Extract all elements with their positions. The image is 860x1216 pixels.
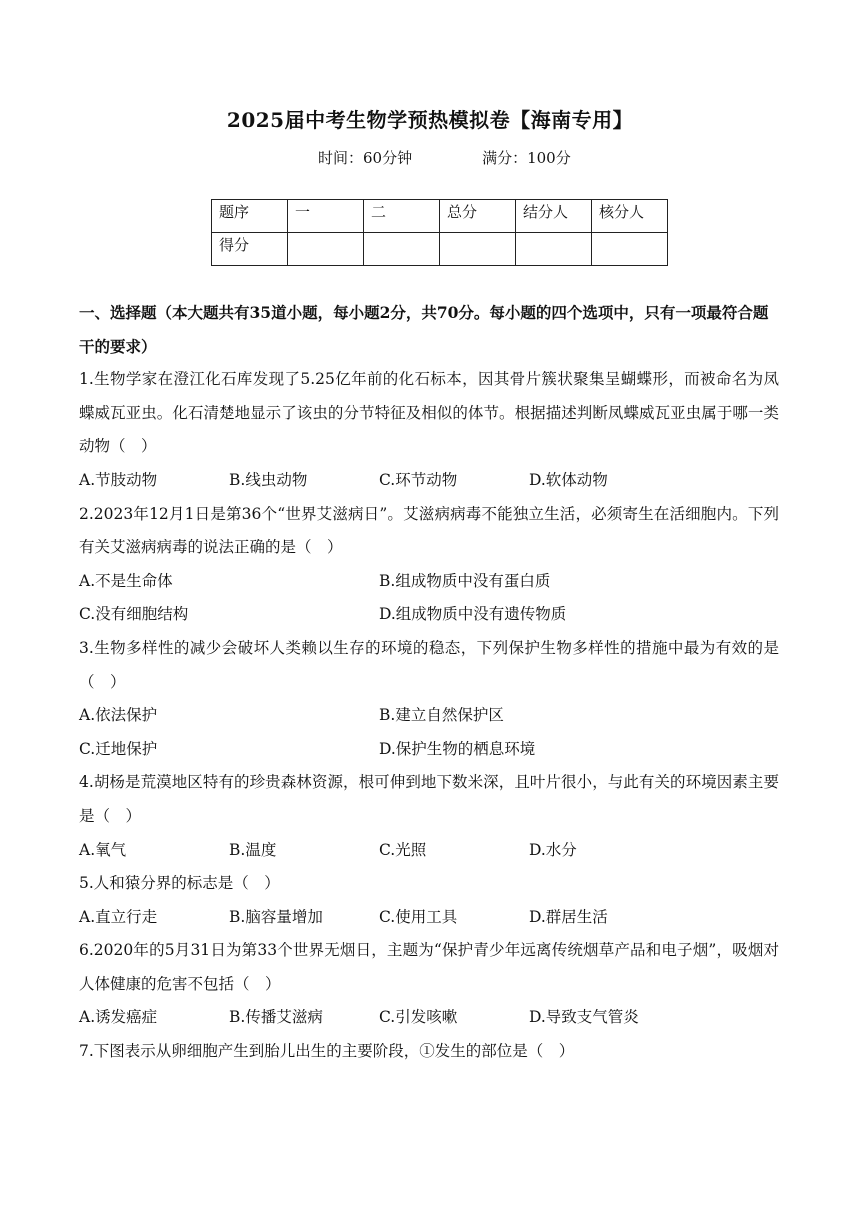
question-2-options-row1 <box>79 565 779 599</box>
question-7-stem: 7.下图表示从卵细胞产生到胎儿出生的主要阶段，①发生的部位是（ ） <box>79 1042 575 1061</box>
question-5-stem: 5.人和猿分界的标志是（ ） <box>79 874 280 893</box>
score-cell: 核分人 <box>592 200 668 233</box>
option: D.导致支气管炎 <box>529 1008 639 1027</box>
time-limit: 时间：60分钟 <box>318 149 413 167</box>
option: C.迁地保护 <box>79 739 158 758</box>
option: A.依法保护 <box>79 706 158 725</box>
score-cell: 得分 <box>212 233 288 266</box>
score-table-score-row <box>212 233 668 266</box>
option: C.没有细胞结构 <box>79 605 189 624</box>
option: B.组成物质中没有蛋白质 <box>379 571 551 590</box>
score-cell <box>516 233 592 266</box>
option: A.氧气 <box>79 840 127 859</box>
option: B.建立自然保护区 <box>379 706 504 725</box>
option: A.诱发癌症 <box>79 1008 158 1027</box>
question-1-stem: 1.生物学家在澄江化石库发现了5.25亿年前的化石标本，因其骨片簇状聚集呈蝴蝶形，而被命名为凤蝶威瓦亚虫。化石清楚地显示了该虫的分节特征及相似的体节。根据描述判断凤蝶威瓦亚虫属于哪一类动物（ ） <box>79 370 779 456</box>
score-cell: 题序 <box>212 200 288 233</box>
option: B.温度 <box>229 840 277 859</box>
option: C.引发咳嗽 <box>379 1008 458 1027</box>
question-3-options-row1 <box>79 699 779 733</box>
option: A.直立行走 <box>79 907 158 926</box>
question-4-stem: 4.胡杨是荒漠地区特有的珍贵森林资源，根可伸到地下数米深，且叶片很小，与此有关的环境因素主要是（ ） <box>79 773 779 825</box>
question-1-options <box>79 464 779 498</box>
exam-meta <box>318 147 571 168</box>
section-heading: 一、选择题（本大题共有35道小题，每小题2分，共70分。每小题的四个选项中，只有一项最符合题干的要求） <box>79 303 769 356</box>
option: A.不是生命体 <box>79 571 173 590</box>
option: B.传播艾滋病 <box>229 1008 323 1027</box>
score-cell <box>288 233 364 266</box>
question-6-stem: 6.2020年的5月31日为第33个世界无烟日，主题为“保护青少年远离传统烟草产品和电子烟”，吸烟对人体健康的危害不包括（ ） <box>79 941 779 993</box>
question-3-stem: 3.生物多样性的减少会破坏人类赖以生存的环境的稳态，下列保护生物多样性的措施中最为有效的是（ ） <box>79 638 779 691</box>
option: C.使用工具 <box>379 907 458 926</box>
option: D.保护生物的栖息环境 <box>379 739 536 758</box>
option: B.脑容量增加 <box>229 907 323 926</box>
score-cell: 一 <box>288 200 364 233</box>
question-2-options-row2 <box>79 598 779 632</box>
option: A.节肢动物 <box>79 470 158 489</box>
score-cell <box>364 233 440 266</box>
question-4-options <box>79 834 779 868</box>
option: C.光照 <box>379 840 427 859</box>
question-6-options <box>79 1001 779 1035</box>
score-cell: 结分人 <box>516 200 592 233</box>
question-3-options-row2 <box>79 733 779 767</box>
score-cell: 二 <box>364 200 440 233</box>
option: B.线虫动物 <box>229 470 308 489</box>
score-cell: 总分 <box>440 200 516 233</box>
score-cell <box>592 233 668 266</box>
score-cell <box>440 233 516 266</box>
question-2-stem: 2.2023年12月1日是第36个“世界艾滋病日”。艾滋病病毒不能独立生活，必须寄生在活细胞内。下列有关艾滋病病毒的说法正确的是（ ） <box>79 504 779 557</box>
option: C.环节动物 <box>379 470 458 489</box>
question-content <box>79 296 779 1069</box>
full-score: 满分：100分 <box>482 149 571 167</box>
option: D.组成物质中没有遗传物质 <box>379 605 567 624</box>
score-table-header-row <box>212 200 668 233</box>
exam-title: 2025届中考生物学预热模拟卷【海南专用】 <box>226 108 634 132</box>
question-5-options <box>79 901 779 935</box>
option: D.群居生活 <box>529 907 608 926</box>
score-table <box>211 199 668 266</box>
option: D.水分 <box>529 840 577 859</box>
option: D.软体动物 <box>529 470 608 489</box>
